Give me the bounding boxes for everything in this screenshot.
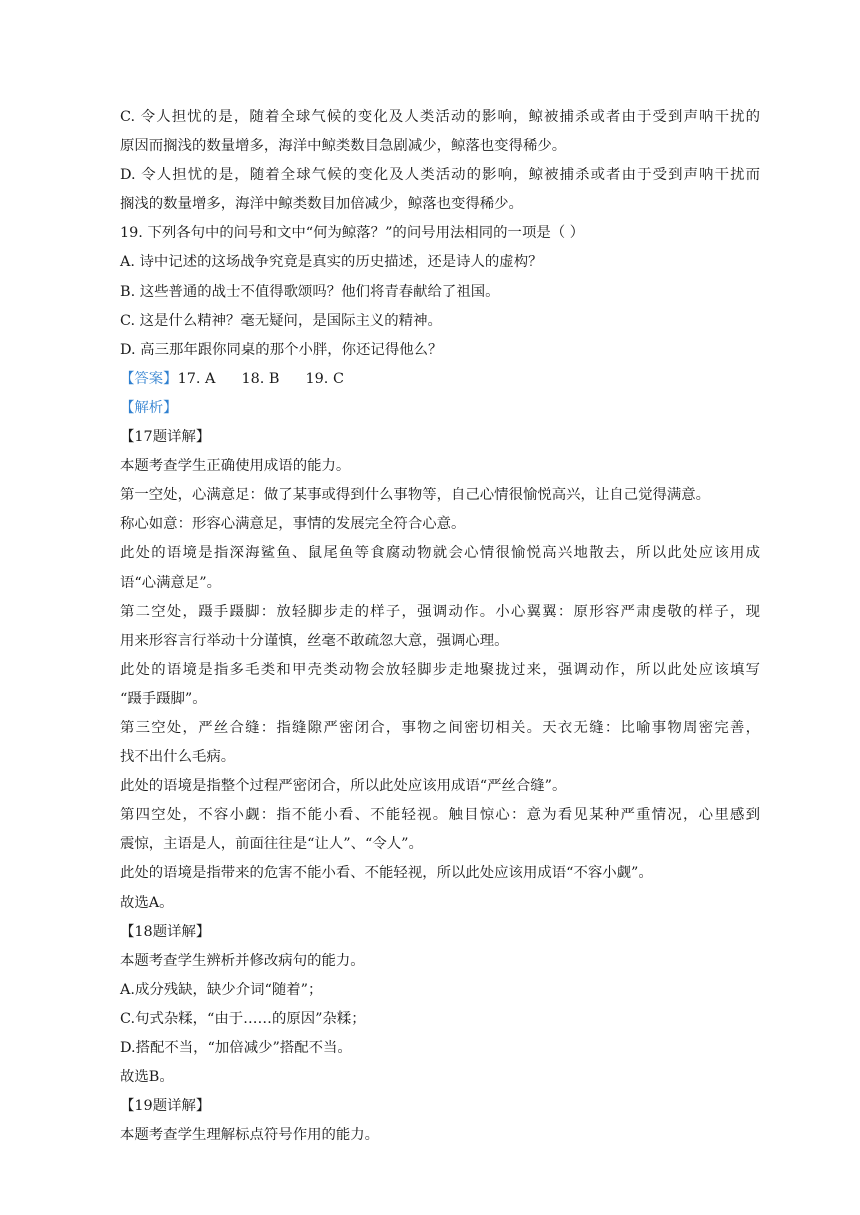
detail-17-p1: 第一空处，心满意足：做了某事或得到什么事物等，自己心情很愉悦高兴，让自己觉得满意。 (120, 487, 711, 504)
q19-option-d: D. 高三那年跟你同桌的那个小胖，你还记得他么？ (120, 341, 443, 358)
answer-19: 19. C (305, 370, 344, 387)
detail-17-p8b: 震惊，主语是人，前面往往是“让人”、“令人”。 (120, 836, 423, 853)
detail-17-p8a: 第四空处，不容小觑：指不能小看、不能轻视。触目惊心：意为看见某种严重情况，心里感到 (120, 807, 760, 824)
detail-17-conclusion: 故选A。 (120, 894, 174, 911)
detail-17-p6a: 第三空处，严丝合缝：指缝隙严密闭合，事物之间密切相关。天衣无缝：比喻事物周密完善， (120, 719, 760, 736)
detail-17-p4b: 用来形容言行举动十分谨慎，丝毫不敢疏忽大意，强调心理。 (120, 632, 509, 649)
detail-18-heading: 【18题详解】 (120, 923, 211, 940)
detail-18-d: D.搭配不当，“加倍减少”搭配不当。 (120, 1040, 352, 1056)
detail-17-p3b: 语“心满意足”。 (120, 574, 222, 591)
detail-17-p6b: 找不出什么毛病。 (120, 749, 236, 766)
detail-18-conclusion: 故选B。 (120, 1069, 174, 1086)
q19-option-c: C. 这是什么精神？毫无疑问，是国际主义的精神。 (120, 312, 442, 329)
detail-18-c: C.句式杂糅，“由于……的原因”杂糅； (120, 1010, 366, 1027)
option-d-line-2: 搁浅的数量增多，海洋中鲸类数目加倍减少，鲸落也变得稀少。 (120, 196, 523, 213)
detail-17-heading: 【17题详解】 (120, 429, 211, 446)
answer-18: 18. B (241, 370, 280, 387)
document-page (120, 103, 760, 1150)
detail-17-p7: 此处的语境是指整个过程严密闭合，所以此处应该用成语“严丝合缝”。 (120, 778, 567, 795)
option-c-line-1: C. 令人担忧的是，随着全球气候的变化及人类活动的影响，鲸被捕杀或者由于受到声呐干扰的 (120, 109, 760, 125)
detail-17-intro: 本题考查学生正确使用成语的能力。 (120, 458, 351, 475)
detail-17-p4a: 第二空处，蹑手蹑脚：放轻脚步走的样子，强调动作。小心翼翼：原形容严肃虔敬的样子，现 (120, 603, 760, 620)
answer-line (120, 365, 760, 394)
detail-17-p5a: 此处的语境是指多毛类和甲壳类动物会放轻脚步走地聚拢过来，强调动作，所以此处应该填写 (120, 661, 760, 678)
q19-option-b: B. 这些普通的战士不值得歌颂吗？他们将青春献给了祖国。 (120, 283, 500, 300)
detail-17-p9: 此处的语境是指带来的危害不能小看、不能轻视，所以此处应该用成语“不容小觑”。 (120, 865, 653, 882)
detail-17-p2: 称心如意：形容心满意足，事情的发展完全符合心意。 (120, 516, 466, 533)
detail-19-heading: 【19题详解】 (120, 1098, 211, 1115)
detail-19-intro: 本题考查学生理解标点符号作用的能力。 (120, 1127, 380, 1144)
answer-tag: 【答案】 (120, 370, 178, 387)
q19-option-a: A. 诗中记述的这场战争究竟是真实的历史描述，还是诗人的虚构？ (120, 254, 543, 271)
option-c-line-2: 原因而搁浅的数量增多，海洋中鲸类数目急剧减少，鲸落也变得稀少。 (120, 138, 567, 155)
detail-18-a: A.成分残缺，缺少介词“随着”； (120, 981, 323, 998)
analysis-tag: 【解析】 (120, 399, 178, 416)
question-19: 19. 下列各句中的问号和文中“何为鲸落？”的问号用法相同的一项是（ ） (120, 225, 585, 242)
detail-17-p5b: “蹑手蹑脚”。 (120, 690, 207, 707)
detail-17-p3a: 此处的语境是指深海鲨鱼、鼠尾鱼等食腐动物就会心情很愉悦高兴地散去，所以此处应该用成 (120, 545, 760, 562)
detail-18-intro: 本题考查学生辨析并修改病句的能力。 (120, 952, 365, 969)
answer-17: 17. A (177, 370, 216, 387)
option-d-line-1: D. 令人担忧的是，随着全球气候的变化及人类活动的影响，鲸被捕杀或者由于受到声呐干扰而 (120, 167, 760, 184)
